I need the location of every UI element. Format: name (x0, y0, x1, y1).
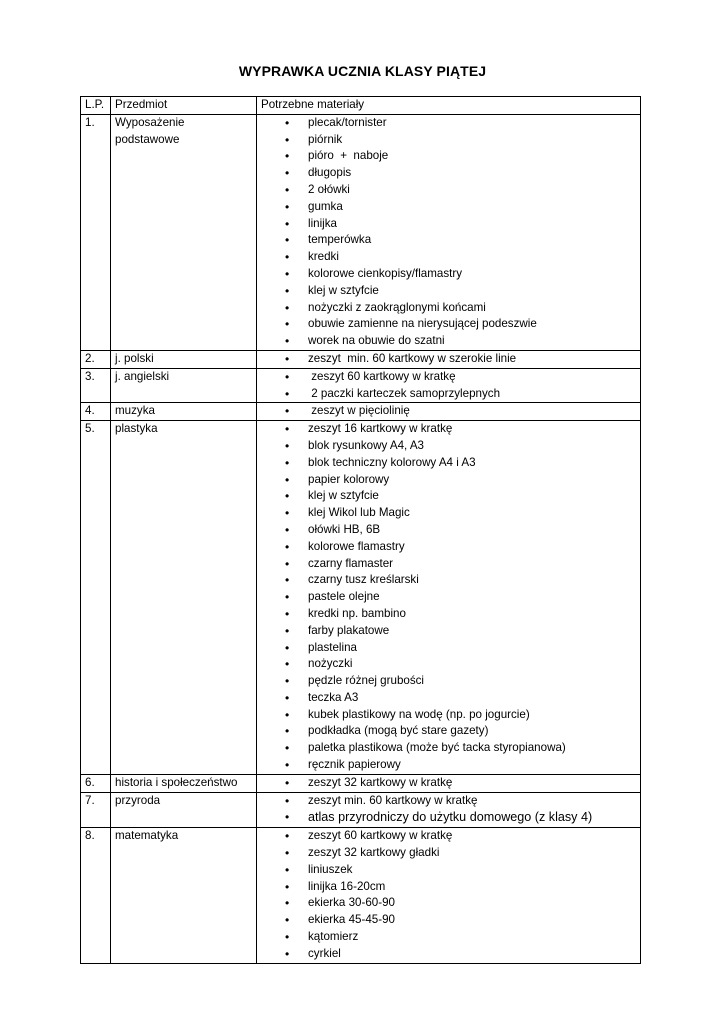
list-item: • teczka A3 (261, 690, 636, 707)
table-row (81, 368, 641, 403)
row-number: 5. (81, 421, 111, 775)
list-item: • zeszyt 32 kartkowy gładki (261, 845, 636, 862)
list-item: • plastelina (261, 640, 636, 657)
row-subject: matematyka (111, 828, 257, 963)
list-item: • zeszyt 60 kartkowy w kratkę (261, 369, 636, 386)
list-item: • linijka (261, 216, 636, 233)
row-subject: muzyka (111, 403, 257, 421)
table-row (81, 350, 641, 368)
row-number: 3. (81, 368, 111, 403)
list-item: • cyrkiel (261, 946, 636, 963)
list-item: • klej w sztyfcie (261, 283, 636, 300)
materials-list (261, 115, 636, 350)
list-item: • liniuszek (261, 862, 636, 879)
row-subject: j. angielski (111, 368, 257, 403)
list-item: • nożyczki z zaokrąglonymi końcami (261, 300, 636, 317)
list-item: • klej w sztyfcie (261, 488, 636, 505)
list-item: • ekierka 45-45-90 (261, 912, 636, 929)
row-materials (257, 828, 641, 963)
row-subject: j. polski (111, 350, 257, 368)
list-item: • klej Wikol lub Magic (261, 505, 636, 522)
list-item: • zeszyt min. 60 kartkowy w szerokie linie (261, 351, 636, 368)
materials-list (261, 403, 636, 420)
row-materials (257, 792, 641, 828)
list-item: • kątomierz (261, 929, 636, 946)
table-row (81, 421, 641, 775)
materials-list (261, 369, 636, 403)
list-item: • długopis (261, 165, 636, 182)
materials-list (261, 828, 636, 962)
list-item: • farby plakatowe (261, 623, 636, 640)
document-title: WYPRAWKA UCZNIA KLASY PIĄTEJ (238, 63, 487, 79)
list-item: • zeszyt 16 kartkowy w kratkę (261, 421, 636, 438)
list-item: • kolorowe flamastry (261, 539, 636, 556)
row-subject: historia i społeczeństwo (111, 774, 257, 792)
list-item: • nożyczki (261, 656, 636, 673)
table-row (81, 774, 641, 792)
row-number: 2. (81, 350, 111, 368)
list-item: • kredki (261, 249, 636, 266)
row-number: 1. (81, 114, 111, 350)
row-number: 6. (81, 774, 111, 792)
table-row (81, 403, 641, 421)
header-subject: Przedmiot (111, 97, 257, 115)
row-materials (257, 421, 641, 775)
list-item: • czarny tusz kreślarski (261, 572, 636, 589)
row-number: 7. (81, 792, 111, 828)
materials-list (261, 775, 636, 792)
list-item: • podkładka (mogą być stare gazety) (261, 723, 636, 740)
list-item: • atlas przyrodniczy do użytku domowego (z klasy 4) (261, 809, 636, 827)
list-item: • temperówka (261, 232, 636, 249)
list-item: • ręcznik papierowy (261, 757, 636, 774)
row-materials (257, 350, 641, 368)
list-item: • obuwie zamienne na nierysującej podeszwie (261, 316, 636, 333)
list-item: • plecak/tornister (261, 115, 636, 132)
materials-list (261, 421, 636, 774)
list-item: • blok techniczny kolorowy A4 i A3 (261, 455, 636, 472)
row-number: 4. (81, 403, 111, 421)
row-subject: Wyposażenie podstawowe (111, 114, 257, 350)
list-item: • pastele olejne (261, 589, 636, 606)
list-item: • czarny flamaster (261, 556, 636, 573)
list-item: • kolorowe cienkopisy/flamastry (261, 266, 636, 283)
list-item: • zeszyt 32 kartkowy w kratkę (261, 775, 636, 792)
row-materials (257, 403, 641, 421)
list-item: • zeszyt min. 60 kartkowy w kratkę (261, 793, 636, 810)
list-item: • worek na obuwie do szatni (261, 333, 636, 350)
row-materials (257, 114, 641, 350)
list-item: • zeszyt 60 kartkowy w kratkę (261, 828, 636, 845)
row-materials (257, 368, 641, 403)
list-item: • kubek plastikowy na wodę (np. po jogurcie) (261, 707, 636, 724)
header-materials: Potrzebne materiały (257, 97, 641, 115)
list-item: • paletka plastikowa (może być tacka styropianowa) (261, 740, 636, 757)
materials-list (261, 793, 636, 828)
materials-list (261, 351, 636, 368)
row-subject: plastyka (111, 421, 257, 775)
list-item: • piórnik (261, 132, 636, 149)
list-item: • linijka 16-20cm (261, 879, 636, 896)
list-item: • papier kolorowy (261, 472, 636, 489)
list-item: • gumka (261, 199, 636, 216)
header-lp: L.P. (81, 97, 111, 115)
list-item: • blok rysunkowy A4, A3 (261, 438, 636, 455)
list-item: • kredki np. bambino (261, 606, 636, 623)
row-subject: przyroda (111, 792, 257, 828)
list-item: • zeszyt w pięciolinię (261, 403, 636, 420)
table-row (81, 792, 641, 828)
supplies-table (80, 96, 641, 964)
row-number: 8. (81, 828, 111, 963)
list-item: • ołówki HB, 6B (261, 522, 636, 539)
table-row (81, 114, 641, 350)
table-row (81, 828, 641, 963)
row-materials (257, 774, 641, 792)
table-header-row (81, 97, 641, 115)
list-item: • ekierka 30-60-90 (261, 895, 636, 912)
list-item: • 2 ołówki (261, 182, 636, 199)
list-item: • 2 paczki karteczek samoprzylepnych (261, 386, 636, 403)
list-item: • pióro + naboje (261, 148, 636, 165)
list-item: • pędzle różnej grubości (261, 673, 636, 690)
